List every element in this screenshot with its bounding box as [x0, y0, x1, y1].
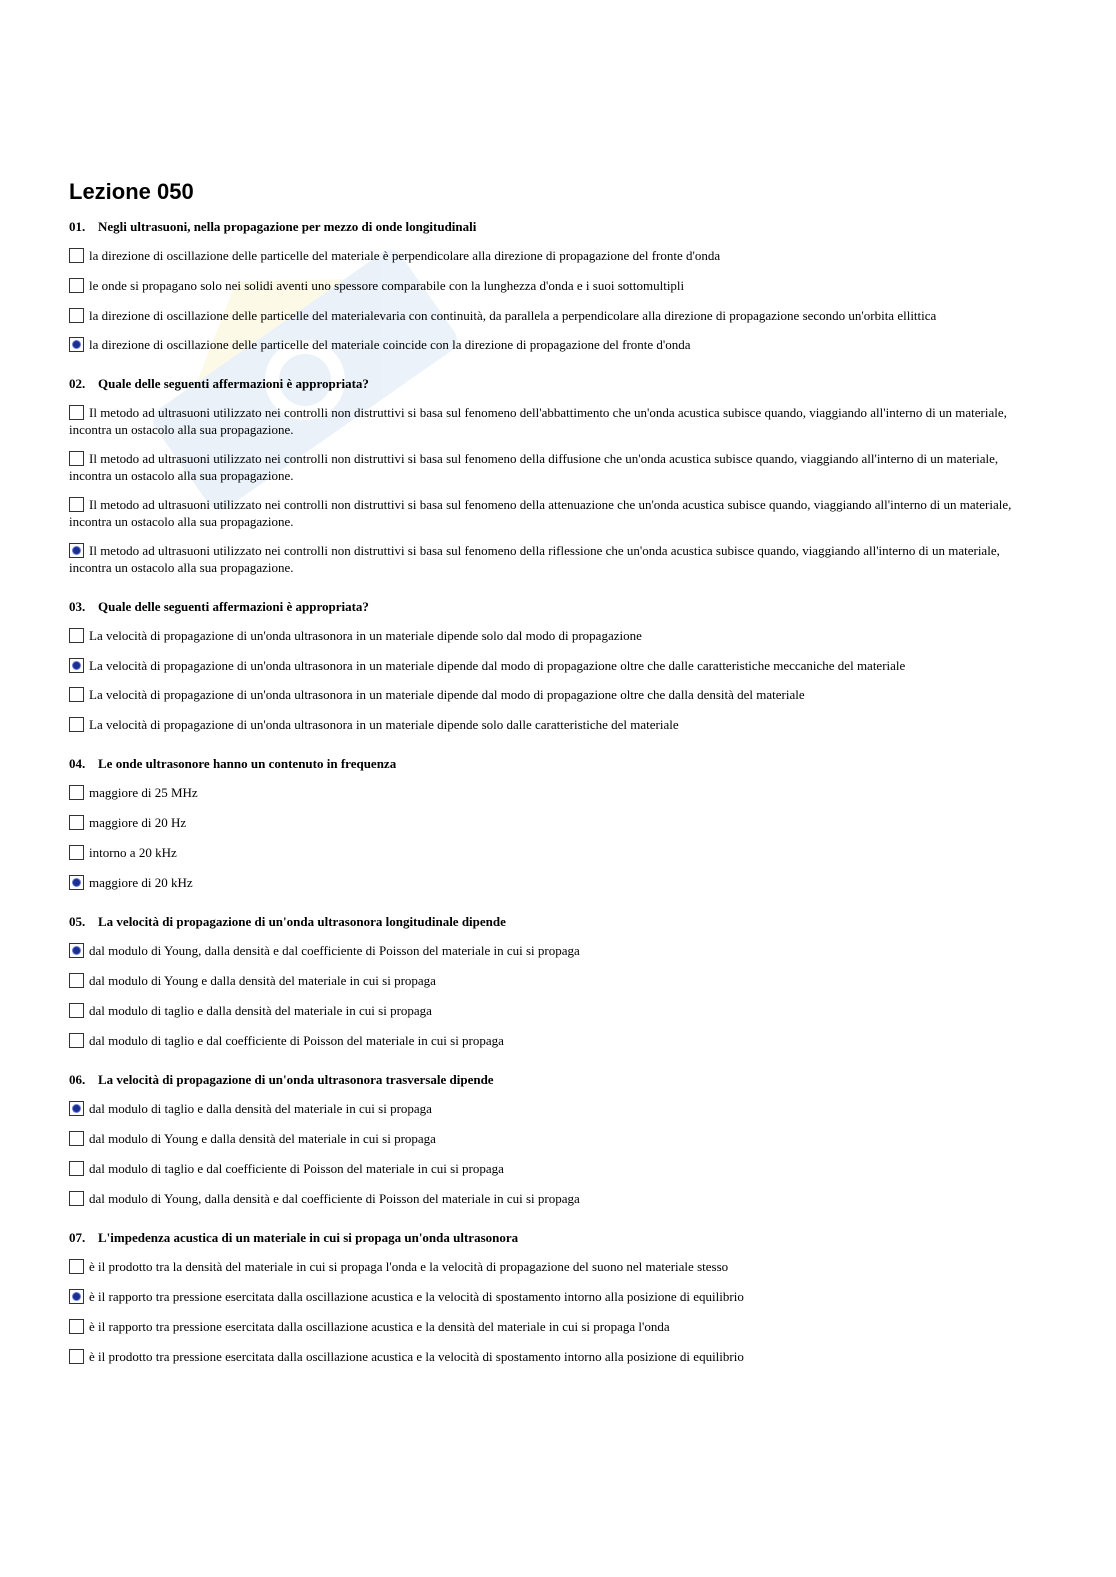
- checkbox[interactable]: [69, 1319, 84, 1334]
- checked-checkbox[interactable]: [69, 337, 84, 352]
- checkbox[interactable]: [69, 845, 84, 860]
- answer-option-text: la direzione di oscillazione delle particelle del materiale coincide con la direzione di propagazione del fronte d'onda: [89, 337, 691, 352]
- checkbox[interactable]: [69, 1161, 84, 1176]
- answer-option-text: la direzione di oscillazione delle particelle del materiale è perpendicolare alla direzione di propagazione del fronte d'onda: [89, 248, 721, 263]
- question-heading: [69, 1071, 1019, 1089]
- checkbox[interactable]: [69, 248, 84, 263]
- answer-option-text: dal modulo di taglio e dalla densità del materiale in cui si propaga: [89, 1101, 432, 1116]
- question-heading: [69, 1229, 1019, 1247]
- question-text: Quale delle seguenti affermazioni è appropriata?: [98, 599, 369, 614]
- checked-checkbox[interactable]: [69, 1101, 84, 1116]
- question-text: Negli ultrasuoni, nella propagazione per mezzo di onde longitudinali: [98, 219, 477, 234]
- question-block: [69, 598, 1019, 733]
- answer-option-text: Il metodo ad ultrasuoni utilizzato nei controlli non distruttivi si basa sul fenomeno della diffusione che un'onda acustica subisce quando, viaggiando all'interno di un materiale, incontra un ostacolo alla sua propagazione.: [69, 451, 999, 483]
- question-block: [69, 913, 1019, 1049]
- answer-option: [69, 1032, 1019, 1049]
- answer-option: [69, 277, 1019, 294]
- answer-option: [69, 1100, 1019, 1117]
- question-text: La velocità di propagazione di un'onda ultrasonora longitudinale dipende: [98, 914, 506, 929]
- question-block: [69, 755, 1019, 891]
- question-list: [69, 218, 1019, 1365]
- question-heading: [69, 598, 1019, 616]
- answer-option-text: la direzione di oscillazione delle particelle del materialevaria con continuità, da parallela a perpendicolare alla direzione di propagazione secondo un'orbita ellittica: [89, 308, 937, 323]
- question-text: Quale delle seguenti affermazioni è appropriata?: [98, 376, 369, 391]
- answer-option-text: le onde si propagano solo nei solidi aventi uno spessore comparabile con la lunghezza d'onda e i suoi sottomultipli: [89, 278, 685, 293]
- answer-option: [69, 686, 1019, 703]
- answer-option-text: intorno a 20 kHz: [89, 845, 177, 860]
- answer-option: [69, 1288, 1019, 1305]
- answer-option-text: La velocità di propagazione di un'onda ultrasonora in un materiale dipende solo dalle caratteristiche del materiale: [89, 717, 679, 732]
- question-number: 03.: [69, 599, 86, 614]
- checkbox[interactable]: [69, 973, 84, 988]
- checkbox[interactable]: [69, 1191, 84, 1206]
- answer-option-text: è il rapporto tra pressione esercitata dalla oscillazione acustica e la velocità di spostamento intorno alla posizione di equilibrio: [89, 1289, 744, 1304]
- checkbox[interactable]: [69, 451, 84, 466]
- answer-option-text: dal modulo di taglio e dal coefficiente di Poisson del materiale in cui si propaga: [89, 1033, 504, 1048]
- answer-option: [69, 1348, 1019, 1365]
- answer-option: [69, 1160, 1019, 1177]
- answer-option-text: Il metodo ad ultrasuoni utilizzato nei controlli non distruttivi si basa sul fenomeno della attenuazione che un'onda acustica subisce quando, viaggiando all'interno di un materiale, incontra un ostacolo alla sua propagazione.: [69, 497, 1012, 529]
- checkbox[interactable]: [69, 1131, 84, 1146]
- checked-checkbox[interactable]: [69, 658, 84, 673]
- question-text: L'impedenza acustica di un materiale in cui si propaga un'onda ultrasonora: [98, 1230, 519, 1245]
- answer-option: [69, 814, 1019, 831]
- answer-option-text: dal modulo di taglio e dalla densità del materiale in cui si propaga: [89, 1003, 432, 1018]
- question-number: 05.: [69, 914, 86, 929]
- answer-option: [69, 1318, 1019, 1335]
- answer-option: [69, 874, 1019, 891]
- answer-option: [69, 844, 1019, 861]
- checked-checkbox[interactable]: [69, 1289, 84, 1304]
- answer-option: [69, 1002, 1019, 1019]
- answer-option: [69, 716, 1019, 733]
- answer-option-text: maggiore di 25 MHz: [89, 785, 198, 800]
- checkbox[interactable]: [69, 405, 84, 420]
- checkbox[interactable]: [69, 1003, 84, 1018]
- checkbox[interactable]: [69, 497, 84, 512]
- question-text: La velocità di propagazione di un'onda ultrasonora trasversale dipende: [98, 1072, 494, 1087]
- checkbox[interactable]: [69, 628, 84, 643]
- answer-option-text: La velocità di propagazione di un'onda ultrasonora in un materiale dipende dal modo di propagazione oltre che dalle caratteristiche meccaniche del materiale: [89, 658, 906, 673]
- answer-option-text: è il prodotto tra pressione esercitata dalla oscillazione acustica e la velocità di spostamento intorno alla posizione di equilibrio: [89, 1349, 744, 1364]
- question-block: [69, 1229, 1019, 1365]
- checkbox[interactable]: [69, 278, 84, 293]
- question-heading: [69, 375, 1019, 393]
- answer-option-text: dal modulo di Young e dalla densità del materiale in cui si propaga: [89, 973, 436, 988]
- checkbox[interactable]: [69, 1349, 84, 1364]
- question-number: 04.: [69, 756, 86, 771]
- question-heading: [69, 913, 1019, 931]
- question-block: [69, 218, 1019, 353]
- answer-option: [69, 627, 1019, 644]
- answer-option: [69, 247, 1019, 264]
- answer-option-text: dal modulo di Young, dalla densità e dal coefficiente di Poisson del materiale in cui si propaga: [89, 1191, 580, 1206]
- answer-option-text: La velocità di propagazione di un'onda ultrasonora in un materiale dipende solo dal modo di propagazione: [89, 628, 642, 643]
- checkbox[interactable]: [69, 815, 84, 830]
- checked-checkbox[interactable]: [69, 943, 84, 958]
- answer-option: [69, 1130, 1019, 1147]
- question-heading: [69, 218, 1019, 236]
- answer-option: [69, 404, 1019, 438]
- checkbox[interactable]: [69, 785, 84, 800]
- answer-option-text: maggiore di 20 kHz: [89, 875, 193, 890]
- answer-option: [69, 942, 1019, 959]
- checkbox[interactable]: [69, 687, 84, 702]
- lesson-content: [69, 178, 1019, 1387]
- question-number: 01.: [69, 219, 86, 234]
- answer-option-text: è il prodotto tra la densità del materiale in cui si propaga l'onda e la velocità di propagazione del suono nel materiale stesso: [89, 1259, 729, 1274]
- answer-option: [69, 657, 1019, 674]
- answer-option: [69, 542, 1019, 576]
- answer-option-text: Il metodo ad ultrasuoni utilizzato nei controlli non distruttivi si basa sul fenomeno dell'abbattimento che un'onda acustica subisce quando, viaggiando all'interno di un materiale, incontra un ostacolo alla sua propagazione.: [69, 405, 1007, 437]
- answer-option: [69, 307, 1019, 324]
- checkbox[interactable]: [69, 1033, 84, 1048]
- question-heading: [69, 755, 1019, 773]
- question-number: 06.: [69, 1072, 86, 1087]
- answer-option: [69, 450, 1019, 484]
- answer-option-text: è il rapporto tra pressione esercitata dalla oscillazione acustica e la densità del materiale in cui si propaga l'onda: [89, 1319, 670, 1334]
- question-block: [69, 1071, 1019, 1207]
- answer-option: [69, 1190, 1019, 1207]
- answer-option-text: dal modulo di Young, dalla densità e dal coefficiente di Poisson del materiale in cui si propaga: [89, 943, 580, 958]
- answer-option-text: La velocità di propagazione di un'onda ultrasonora in un materiale dipende dal modo di propagazione oltre che dalla densità del materiale: [89, 687, 805, 702]
- checkbox[interactable]: [69, 717, 84, 732]
- question-block: [69, 375, 1019, 576]
- answer-option-text: Il metodo ad ultrasuoni utilizzato nei controlli non distruttivi si basa sul fenomeno della riflessione che un'onda acustica subisce quando, viaggiando all'interno di un materiale, incontra un ostacolo alla sua propagazione.: [69, 543, 1000, 575]
- question-number: 07.: [69, 1230, 86, 1245]
- checkbox[interactable]: [69, 308, 84, 323]
- answer-option: [69, 496, 1019, 530]
- answer-option: [69, 784, 1019, 801]
- answer-option: [69, 1258, 1019, 1275]
- answer-option-text: dal modulo di taglio e dal coefficiente di Poisson del materiale in cui si propaga: [89, 1161, 504, 1176]
- answer-option: [69, 972, 1019, 989]
- page-title: Lezione 050: [69, 179, 194, 204]
- question-number: 02.: [69, 376, 86, 391]
- question-text: Le onde ultrasonore hanno un contenuto in frequenza: [98, 756, 397, 771]
- answer-option-text: maggiore di 20 Hz: [89, 815, 187, 830]
- checked-checkbox[interactable]: [69, 543, 84, 558]
- answer-option: [69, 336, 1019, 353]
- answer-option-text: dal modulo di Young e dalla densità del materiale in cui si propaga: [89, 1131, 436, 1146]
- checked-checkbox[interactable]: [69, 875, 84, 890]
- checkbox[interactable]: [69, 1259, 84, 1274]
